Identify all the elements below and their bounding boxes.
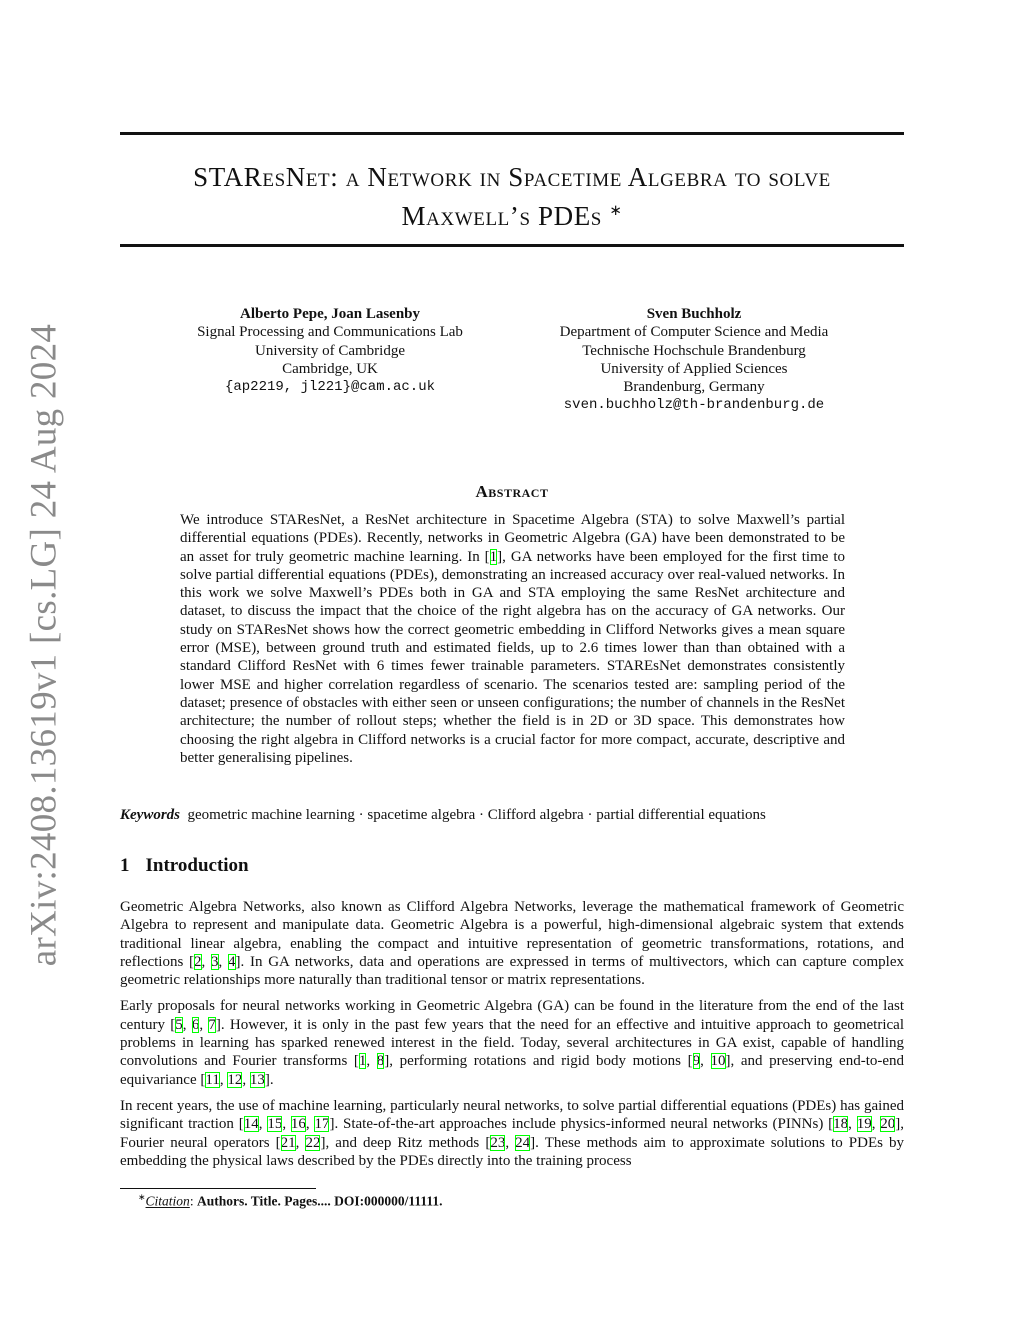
abstract-text: We introduce STAResNet, a ResNet architecture in Spacetime Algebra (STA) to solve Maxwell’s partial differential equations (PDEs). Recently, networks in Geometric Algebra (GA) have been demonstrated to be an asset for truly geometric machine learning. In [1], GA networks have been employed for the first time to solve partial differential equations (PDEs), demonstrating an increased accuracy over real-valued networks. In this work we solve Maxwell’s PDEs both in GA and STA employing the same ResNet architecture and dataset, to discuss the impact that the choice of the right algebra has on the accuracy of GA networks. Our study on STAResNet shows how the correct geometric embedding in Clifford Networks gives a mean square error (MSE), between ground truth and estimated fields, up to 2.6 times lower than than obtained with a standard Clifford ResNet with 6 times fewer trainable parameters. STAREsNet demonstrates consistently lower MSE and higher correlation regardless of scenario. The scenarios tested are: sampling period of the dataset; presence of obstacles with either seen or unseen configurations; the number of channels in the ResNet architecture; the number of rollout steps; whether the field is in 2D or 3D space. This demonstrates how choosing the right algebra in Clifford networks is a crucial factor for more compact, accurate, descriptive and better generalising pipelines. [180,512,845,766]
citation-link[interactable]: 19 [856,1116,872,1133]
title-line-2: Maxwell’s PDEs [401,201,602,231]
abstract-heading: Abstract [475,482,549,501]
citation-link[interactable]: 1 [489,548,498,565]
citation-link[interactable]: 8 [376,1053,385,1070]
affiliation-line: Cambridge, UK [282,360,378,377]
text-run: We introduce STAResNet, a ResNet architecture in Spacetime Algebra (STA) to solve Maxwell’s partial differential equations (PDEs). Recently, networks in Geometric Algebra (GA) have been demonstrated to be an asset for truly geometric machine learning. In [180,512,845,565]
author-block-1 [130,305,530,396]
footnote-rule [120,1188,316,1189]
author-block-2 [494,305,894,415]
citation-link[interactable]: 11 [205,1071,220,1088]
citation-link[interactable]: 14 [243,1116,259,1133]
text-run: , and deep Ritz methods [325,1134,486,1151]
title-rule-bottom [120,244,904,247]
section-number: 1 [120,855,130,876]
citation-link[interactable]: 10 [710,1053,726,1070]
text-run: Geometric Algebra Networks, also known as Clifford Algebra Networks, leverage the mathematical framework of Geometric Algebra to represent and manipulate data. Geometric Algebra is a powerful, high-dimensional algebraic system that extends traditional linear algebra, enabling the compact and intuitive representation of geometric transformations, rotations, and reflections [120,899,904,970]
affiliation-line: Technische Hochschule Brandenburg [582,342,806,359]
title-footnote-mark: ∗ [609,203,623,219]
citation-link[interactable]: 2 [194,953,202,970]
affiliation-line: University of Applied Sciences [600,360,788,377]
affiliation-line: Department of Computer Science and Media [559,324,829,341]
intro-body [120,898,904,1178]
author-email[interactable]: {ap2219, jl221}@cam.ac.uk [224,379,436,396]
citation-link[interactable]: 18 [833,1116,849,1133]
citation-link[interactable]: 21 [280,1134,296,1151]
citation-link[interactable]: 23 [490,1134,506,1151]
text-run: . These methods aim to approximate solutions to PDEs by embedding the physical laws described by the PDEs directly into the training process [120,1134,905,1169]
footnote: ∗Citation: Authors. Title. Pages.... DOI:000000/11111. [138,1192,443,1209]
citation-link[interactable]: 5 [175,1016,183,1033]
title-line-1: STAResNet: a Network in Spacetime Algebra to solve [193,162,831,192]
title-rule-top [120,132,904,135]
citation-link[interactable]: 7 [208,1016,216,1033]
text-run: Early proposals for neural networks working in Geometric Algebra (GA) can be found in the literature from the end of the last century [120,998,904,1033]
citation-link[interactable]: 3 [211,953,219,970]
citation-link[interactable]: 13 [249,1071,265,1088]
paragraph: In recent years, the use of machine learning, particularly neural networks, to solve partial differential equations (PDEs) has gained significant traction [14, 15, 16, 17]. State-of-the-art approaches include physics-informed neural networks (PINNs) [18, 19, 20], Fourier neural operators [21, 22], and deep Ritz methods [23, 24]. These methods aim to approximate solutions to PDEs by embedding the physical laws described by the PDEs directly into the training process [120,1097,905,1169]
section-heading [120,855,249,877]
text-run: In recent years, the use of machine learning, particularly neural networks, to solve partial differential equations (PDEs) has gained significant traction [120,1097,904,1133]
citation-link[interactable]: 1 [358,1053,367,1070]
text-run: . State-of-the-art approaches include physics-informed neural networks (PINNs) [334,1116,829,1133]
keywords-label: Keywords [120,807,180,823]
citation-link[interactable]: 24 [515,1134,531,1151]
text-run: . However, it is only in the past few years that the need for an effective and intuitive approach to geometrical problems in learning has sparked renewed interest in the field. Today, several architectures in GA exist, capable of handling convolutions and Fourier transforms [120,1016,904,1070]
citation-link[interactable]: 6 [191,1016,200,1033]
author-email[interactable]: sven.buchholz@th-brandenburg.de [563,397,825,414]
citation-link[interactable]: 22 [305,1134,321,1151]
affiliation-line: University of Cambridge [255,342,405,359]
footnote-mark: ∗ [138,1192,146,1202]
citation-link[interactable]: 4 [228,953,236,970]
affiliation-line: Brandenburg, Germany [623,379,765,396]
citation-link[interactable]: 16 [290,1116,306,1133]
text-run: , Fourier neural operators [120,1116,905,1151]
author-names: Sven Buchholz [646,306,742,322]
text-run: . In GA networks, data and operations are expressed in terms of multivectors, which can capture complex geometric relationships more naturally than traditional tensor or matrix representations. [120,953,905,989]
citation-link[interactable]: 9 [692,1053,701,1070]
affiliation-line: Signal Processing and Communications Lab [197,324,463,341]
citation-link[interactable]: 12 [227,1071,243,1088]
paragraph: Geometric Algebra Networks, also known as Clifford Algebra Networks, leverage the mathematical framework of Geometric Algebra to represent and manipulate data. Geometric Algebra is a powerful, high-dimensional algebraic system that extends traditional linear algebra, enabling the compact and intuitive representation of geometric transformations, rotations, and reflections [2, 3, 4]. In GA networks, data and operations are expressed in terms of multivectors, which can capture complex geometric relationships more naturally than traditional tensor or matrix representations. [120,899,905,989]
footnote-label: Citation [145,1193,190,1209]
citation-link[interactable]: 20 [880,1116,896,1133]
citation-link[interactable]: 15 [267,1116,283,1133]
text-run: , GA networks have been employed for the first time to solve partial differential equations (PDEs), demonstrating an increased accuracy over real-valued networks. In this work we solve Maxwell’s PDEs both in GA and STA employing the same ResNet architecture and dataset, to discuss the impact that the choice of the right algebra has on the accuracy of GA networks. Our study on STAResNet shows how the correct geometric embedding in Clifford Networks gives a mean square error (MSE), between ground truth and estimated fields, up to 2.6 times lower than than obtained with a standard Clifford ResNet with 6 times fewer trainable parameters. STAREsNet demonstrates consistently lower MSE and higher correlation regardless of scenario. The scenarios tested are: sampling period of the dataset; presence of obstacles with either seen or unseen configurations; the number of channels in the ResNet architecture; the number of rollout steps; whether the field is in 2D or 3D space. This demonstrates how choosing the right algebra in Clifford networks is a crucial factor for more compact, accurate, descriptive and better generalising pipelines. [180,548,845,766]
citation-link[interactable]: 17 [314,1116,330,1133]
text-run: , performing rotations and rigid body motions [389,1053,688,1070]
keywords-text: geometric machine learning · spacetime algebra · Clifford algebra · partial differential equations [187,807,766,823]
paragraph: Early proposals for neural networks working in Geometric Algebra (GA) can be found in the literature from the end of the last century [5, 6, 7]. However, it is only in the past few years that the need for an effective and intuitive approach to geometrical problems in learning has sparked renewed interest in the field. Today, several architectures in GA exist, capable of handling convolutions and Fourier transforms [1, 8], performing rotations and rigid body motions [9, 10], and preserving end-to-end equivariance [11, 12, 13]. [120,998,905,1088]
text-run: . [269,1071,274,1088]
author-names: Alberto Pepe, Joan Lasenby [240,306,420,322]
arxiv-stamp: arXiv:2408.13619v1 [cs.LG] 24 Aug 2024 [23,323,65,967]
section-title: Introduction [145,855,249,876]
paper-title [120,160,904,233]
footnote-text: Authors. Title. Pages.... DOI:000000/11111. [196,1193,443,1209]
keywords [120,807,766,824]
text-run: , and preserving end-to-end equivariance [120,1053,905,1088]
